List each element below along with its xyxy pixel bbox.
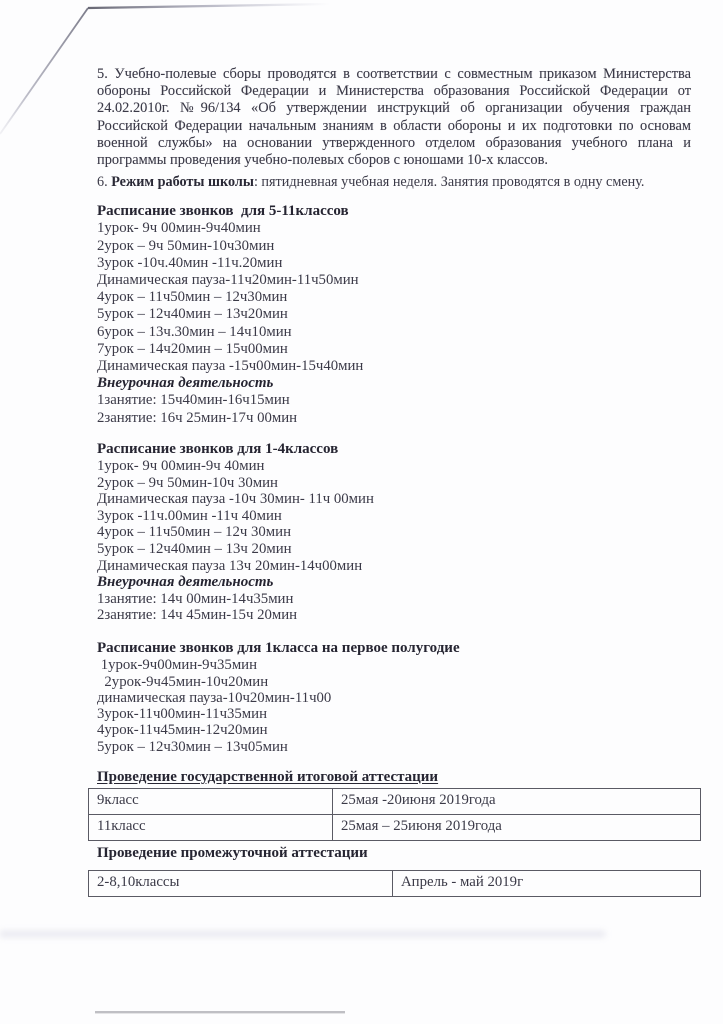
scan-bottom-streak — [95, 1011, 345, 1013]
schedule-line: 5урок – 12ч40мин – 13ч 20мин — [97, 541, 292, 558]
schedule-line: Динамическая пауза 13ч 20мин-14ч00мин — [97, 557, 363, 574]
schedule-line: 2урок-9ч45мин-10ч20мин — [97, 673, 269, 690]
state-final-attestation-table — [88, 788, 701, 841]
paragraph-number: 6. — [97, 174, 112, 191]
document-content — [97, 66, 691, 897]
scan-fold-top-line — [88, 4, 330, 8]
interim-attestation-title: Проведение промежуточной аттестации — [97, 844, 368, 861]
table-cell-dates: Апрель - май 2019г — [393, 870, 701, 896]
schedule-line: динамическая пауза-10ч20мин-11ч00 — [97, 689, 332, 706]
table-cell-class: 9класс — [89, 788, 333, 814]
schedule-grades-1-4 — [97, 441, 691, 624]
extracurricular-subtitle: Внеурочная деятельность — [97, 574, 274, 591]
scan-fold-diagonal-line — [0, 8, 88, 134]
schedule-line: 6урок – 13ч.30мин – 14ч10мин — [97, 323, 292, 340]
schedule-grade-1-first-half — [97, 640, 691, 755]
state-final-attestation-title: Проведение государственной итоговой аттестации — [97, 768, 439, 785]
schedule-line: 2занятие: 16ч 25мин-17ч 00мин — [97, 409, 298, 426]
schedule-line: 1занятие: 14ч 00мин-14ч35мин — [97, 590, 294, 607]
schedule-line: Динамическая пауза-11ч20мин-11ч50мин — [97, 272, 359, 289]
schedule-line: 1занятие: 15ч40мин-16ч15мин — [97, 392, 290, 409]
schedule-line: 2урок – 9ч 50мин-10ч 30мин — [97, 474, 278, 491]
table-row — [89, 788, 701, 814]
schedule-line: 1урок- 9ч 00мин-9ч 40мин — [97, 458, 265, 475]
table-cell-dates: 25мая -20июня 2019года — [333, 788, 701, 814]
schedule-line: 2урок – 9ч 50мин-10ч30мин — [97, 237, 275, 254]
schedule-line: 2занятие: 14ч 45мин-15ч 20мин — [97, 607, 298, 624]
schedule-line: 4урок-11ч45мин-12ч20мин — [97, 722, 268, 739]
schedule-line: 3урок -10ч.40мин -11ч.20мин — [97, 254, 283, 271]
schedule-line: 1урок-9ч00мин-9ч35мин — [97, 657, 258, 674]
schedule-line: 4урок – 11ч50мин – 12ч30мин — [97, 289, 288, 306]
schedule-line: 4урок – 11ч50мин – 12ч 30мин — [97, 524, 291, 541]
paragraph-rest: : пятидневная учебная неделя. Занятия проводятся в одну смену. — [253, 174, 645, 191]
schedule-grades-5-11 — [97, 203, 691, 427]
interim-attestation-table — [88, 870, 701, 897]
table-row — [89, 814, 701, 840]
extracurricular-subtitle: Внеурочная деятельность — [97, 375, 274, 392]
schedule-line: 5урок – 12ч30мин – 13ч05мин — [97, 738, 288, 755]
schedule-line: 3урок-11ч00мин-11ч35мин — [97, 706, 268, 723]
paragraph-field-training: 5. Учебно-полевые сборы проводятся в соответствии с совместным приказом Министерства обороны Российской Федерации и Министерства образования Российской Федерации от 24.02.2010г. №96/134 «Об утверждении инструкций об организации обучения граждан Российской Федерации начальным знаниям в области обороны и их подготовки по основам военной службы» на основании утвержденного отделом образования учебного плана и программы проведения учебно-полевых сборов с юношами 10-х классов. — [97, 66, 691, 169]
paragraph-school-regime — [97, 174, 691, 191]
table-row — [89, 870, 701, 896]
schedule-line: 3урок -11ч.00мин -11ч 40мин — [97, 507, 282, 524]
table-cell-class: 11класс — [89, 814, 333, 840]
table-cell-class: 2-8,10классы — [89, 870, 393, 896]
schedule-title: Расписание звонков для 5-11классов — [97, 203, 349, 220]
schedule-title: Расписание звонков для 1-4классов — [97, 440, 339, 457]
schedule-line: 1урок- 9ч 00мин-9ч40мин — [97, 220, 261, 237]
scan-smudge — [0, 931, 605, 937]
schedule-line: Динамическая пауза -10ч 30мин- 11ч 00мин — [97, 491, 374, 508]
schedule-title: Расписание звонков для 1класса на первое полугодие — [97, 640, 460, 656]
table-cell-dates: 25мая – 25июня 2019года — [333, 814, 701, 840]
schedule-line: Динамическая пауза -15ч00мин-15ч40мин — [97, 358, 364, 375]
paragraph-bold-lead: Режим работы школы — [111, 174, 254, 191]
schedule-line: 7урок – 14ч20мин – 15ч00мин — [97, 340, 288, 357]
schedule-line: 5урок – 12ч40мин – 13ч20мин — [97, 306, 288, 323]
